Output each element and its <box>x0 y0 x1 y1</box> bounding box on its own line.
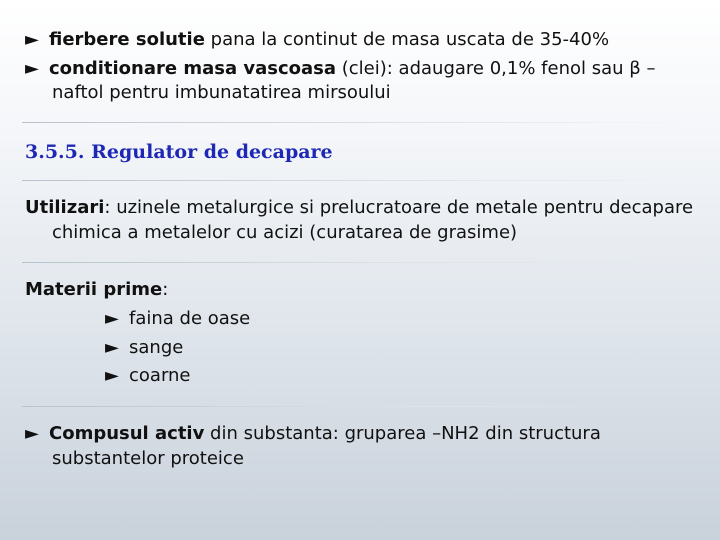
uses-continuation: chimica a metalelor cu acizi (curatarea de grasime) <box>52 222 518 243</box>
list-item <box>105 364 191 388</box>
raw-material-item: coarne <box>129 365 191 386</box>
active-compound-term: Compusul activ <box>49 423 205 444</box>
raw-material-item: faina de oase <box>129 308 251 329</box>
raw-materials-label: Materii prime <box>25 279 163 300</box>
boil-term: fierbere solutie <box>49 29 205 50</box>
raw-material-item: sange <box>129 337 184 358</box>
uses-label: Utilizari <box>25 197 105 218</box>
divider <box>22 122 698 123</box>
raw-materials-heading <box>25 278 168 302</box>
bullet-arrow-icon: ► <box>105 308 119 329</box>
section-heading: 3.5.5. Regulator de decapare <box>25 141 333 163</box>
list-item <box>105 336 183 360</box>
raw-materials-colon: : <box>162 279 169 300</box>
conditioning-term: conditionare masa vascoasa <box>49 58 337 79</box>
bullet-arrow-icon: ► <box>25 58 39 79</box>
bullet-active-compound <box>25 422 601 446</box>
divider <box>22 262 698 263</box>
conditioning-text: (clei): adaugare 0,1% fenol sau β – <box>336 58 656 79</box>
divider <box>22 406 698 407</box>
uses-text: : uzinele metalurgice si prelucratoare de metale pentru decapare <box>104 197 694 218</box>
bullet-arrow-icon: ► <box>25 29 39 50</box>
uses-paragraph <box>25 196 693 220</box>
boil-text: pana la continut de masa uscata de 35-40% <box>204 29 610 50</box>
active-compound-text: din substanta: gruparea –NH2 din structura <box>204 423 601 444</box>
list-item <box>105 307 250 331</box>
active-compound-continuation: substantelor proteice <box>52 448 244 469</box>
conditioning-continuation: naftol pentru imbunatatirea mirsoului <box>52 82 391 103</box>
bullet-conditioning <box>25 57 655 81</box>
divider <box>22 180 698 181</box>
bullet-arrow-icon: ► <box>105 337 119 358</box>
bullet-arrow-icon: ► <box>25 423 39 444</box>
bullet-boil-solution <box>25 28 609 52</box>
bullet-arrow-icon: ► <box>105 365 119 386</box>
